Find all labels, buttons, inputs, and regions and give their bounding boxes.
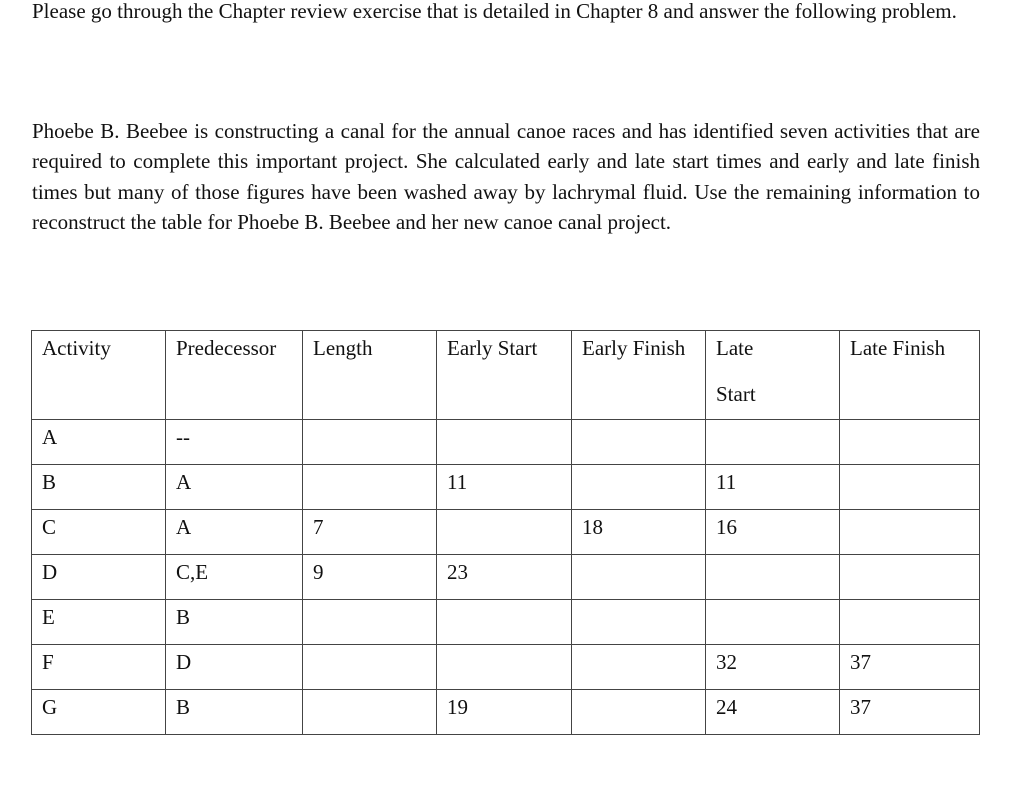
header-early-start: Early Start bbox=[437, 331, 572, 420]
problem-paragraph: Phoebe B. Beebee is constructing a canal for the annual canoe races and has identified seven activities that are required to complete this important project. She calculated early and late start times and early and late finish times but many of those figures have been washed away by lachrymal fluid. Use the remaining information to reconstruct the table for Phoebe B. Beebee and her new canoe canal project. bbox=[32, 119, 980, 235]
cell-early-start bbox=[437, 645, 572, 690]
cell-length bbox=[303, 600, 437, 645]
header-late-finish: Late Finish bbox=[840, 331, 980, 420]
cell-early-start bbox=[437, 600, 572, 645]
cell-length bbox=[303, 420, 437, 465]
cell-late-start: 11 bbox=[706, 465, 840, 510]
table-row bbox=[32, 555, 980, 600]
cell-early-finish bbox=[572, 420, 706, 465]
cell-early-finish bbox=[572, 645, 706, 690]
cell-late-start bbox=[706, 600, 840, 645]
cell-activity: B bbox=[32, 465, 166, 510]
cell-predecessor: D bbox=[166, 645, 303, 690]
cell-length: 7 bbox=[303, 510, 437, 555]
cell-late-finish bbox=[840, 465, 980, 510]
cell-predecessor: -- bbox=[166, 420, 303, 465]
cell-early-finish bbox=[572, 465, 706, 510]
cell-late-finish bbox=[840, 600, 980, 645]
cell-predecessor: C,E bbox=[166, 555, 303, 600]
table-row bbox=[32, 510, 980, 555]
cell-late-start bbox=[706, 420, 840, 465]
cell-late-finish bbox=[840, 420, 980, 465]
table-row bbox=[32, 420, 980, 465]
cell-late-start: 32 bbox=[706, 645, 840, 690]
cell-predecessor: B bbox=[166, 600, 303, 645]
table-row bbox=[32, 690, 980, 735]
schedule-table bbox=[31, 330, 980, 735]
cell-late-finish bbox=[840, 510, 980, 555]
cell-length: 9 bbox=[303, 555, 437, 600]
cell-predecessor: B bbox=[166, 690, 303, 735]
cell-early-finish bbox=[572, 690, 706, 735]
cell-predecessor: A bbox=[166, 465, 303, 510]
cell-activity: G bbox=[32, 690, 166, 735]
header-late-start-line1: Late bbox=[716, 336, 754, 360]
header-late-start-line2: Start bbox=[716, 382, 756, 406]
header-early-finish: Early Finish bbox=[572, 331, 706, 420]
cell-early-start bbox=[437, 510, 572, 555]
cell-late-finish: 37 bbox=[840, 690, 980, 735]
cell-late-start: 24 bbox=[706, 690, 840, 735]
cell-length bbox=[303, 465, 437, 510]
header-activity: Activity bbox=[32, 331, 166, 420]
table-row bbox=[32, 600, 980, 645]
cell-early-finish bbox=[572, 600, 706, 645]
header-late-start bbox=[706, 331, 840, 420]
cell-activity: F bbox=[32, 645, 166, 690]
table-header-row bbox=[32, 331, 980, 420]
cell-early-start: 11 bbox=[437, 465, 572, 510]
cell-late-finish: 37 bbox=[840, 645, 980, 690]
cell-early-start bbox=[437, 420, 572, 465]
cell-early-start: 23 bbox=[437, 555, 572, 600]
cell-late-start: 16 bbox=[706, 510, 840, 555]
table-row bbox=[32, 465, 980, 510]
cell-early-start: 19 bbox=[437, 690, 572, 735]
header-length: Length bbox=[303, 331, 437, 420]
cell-early-finish bbox=[572, 555, 706, 600]
cell-activity: A bbox=[32, 420, 166, 465]
cell-activity: D bbox=[32, 555, 166, 600]
cell-length bbox=[303, 645, 437, 690]
cell-activity: E bbox=[32, 600, 166, 645]
table-row bbox=[32, 645, 980, 690]
intro-paragraph: Please go through the Chapter review exercise that is detailed in Chapter 8 and answer the following problem. bbox=[32, 0, 957, 23]
cell-length bbox=[303, 690, 437, 735]
cell-late-finish bbox=[840, 555, 980, 600]
cell-early-finish: 18 bbox=[572, 510, 706, 555]
cell-predecessor: A bbox=[166, 510, 303, 555]
cell-late-start bbox=[706, 555, 840, 600]
cell-activity: C bbox=[32, 510, 166, 555]
header-predecessor: Predecessor bbox=[166, 331, 303, 420]
